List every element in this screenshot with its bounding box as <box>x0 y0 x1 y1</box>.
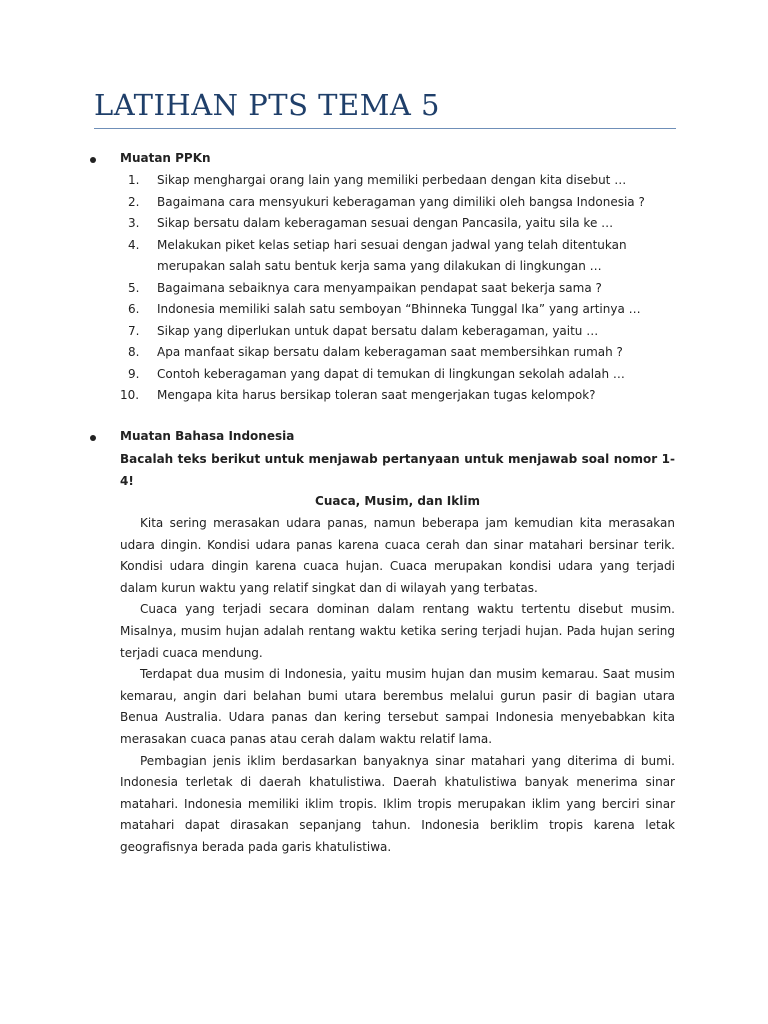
question-item <box>120 192 680 214</box>
reading-paragraph: Cuaca yang terjadi secara dominan dalam rentang waktu tertentu disebut musim. Misalnya, musim hujan adalah rentang waktu ketika sering terjadi hujan. Pada hujan sering terjadi cuaca mendung. <box>120 602 675 660</box>
bullet-icon <box>90 157 96 163</box>
section-heading-ppkn: Muatan PPKn <box>120 151 211 165</box>
title-underline <box>94 128 676 129</box>
question-number: 4. <box>128 237 140 252</box>
question-item <box>120 170 680 192</box>
question-number: 6. <box>128 302 140 316</box>
question-number: 2. <box>128 194 140 209</box>
reading-passage <box>120 513 675 859</box>
question-text: Bagaimana cara mensyukuri keberagaman yang dimiliki oleh bangsa Indonesia ? <box>157 194 645 209</box>
question-number: 1. <box>128 173 140 187</box>
question-number: 8. <box>128 345 140 359</box>
reading-instruction: Bacalah teks berikut untuk menjawab pertanyaan untuk menjawab soal nomor 1-4! <box>120 452 675 488</box>
page-title: LATIHAN PTS TEMA 5 <box>94 88 440 122</box>
question-number: 5. <box>128 280 140 295</box>
question-text: Indonesia memiliki salah satu semboyan “Bhinneka Tunggal Ika” yang artinya … <box>157 302 641 316</box>
question-item <box>120 299 680 321</box>
question-text: Apa manfaat sikap bersatu dalam keberagaman saat membersihkan rumah ? <box>157 345 623 359</box>
question-item <box>120 213 680 235</box>
question-item <box>120 278 680 300</box>
reading-title: Cuaca, Musim, dan Iklim <box>315 494 480 508</box>
question-text: Sikap menghargai orang lain yang memiliki perbedaan dengan kita disebut … <box>157 173 627 187</box>
reading-paragraph: Kita sering merasakan udara panas, namun beberapa jam kemudian kita merasakan udara dingin. Kondisi udara panas karena cuaca cerah dan sinar matahari bersinar terik. Kondisi udara dingin karena cuaca hujan. Cuaca merupakan kondisi udara yang terjadi dalam kurun waktu yang relatif singkat dan di wilayah yang terbatas. <box>120 516 675 595</box>
question-text: Mengapa kita harus bersikap toleran saat mengerjakan tugas kelompok? <box>157 388 596 402</box>
question-item <box>120 235 680 278</box>
question-item <box>120 342 680 364</box>
section-heading-bahasa-indonesia: Muatan Bahasa Indonesia <box>120 429 295 443</box>
bullet-icon <box>90 435 96 441</box>
question-number: 7. <box>128 323 140 338</box>
question-text: Sikap bersatu dalam keberagaman sesuai dengan Pancasila, yaitu sila ke … <box>157 216 614 230</box>
question-number: 9. <box>128 366 140 381</box>
question-text: Sikap yang diperlukan untuk dapat bersatu dalam keberagaman, yaitu … <box>157 323 599 338</box>
reading-paragraph: Terdapat dua musim di Indonesia, yaitu musim hujan dan musim kemarau. Saat musim kemarau, angin dari belahan bumi utara berembus melalui gurun pasir di bagian utara Benua Australia. Udara panas dan kering tersebut sampai Indonesia menyebabkan kita merasakan cuaca panas atau cerah dalam waktu relatif lama. <box>120 667 675 746</box>
question-number: 3. <box>128 216 140 230</box>
question-item <box>120 364 680 386</box>
reading-paragraph: Pembagian jenis iklim berdasarkan banyaknya sinar matahari yang diterima di bumi. Indonesia terletak di daerah khatulistiwa. Daerah khatulistiwa banyak menerima sinar matahari. Indonesia memiliki iklim tropis. Iklim tropis merupakan iklim yang berciri sinar matahari dapat dirasakan sepanjang tahun. Indonesia beriklim tropis karena letak geografisnya berada pada garis khatulistiwa. <box>120 753 675 854</box>
question-text: Contoh keberagaman yang dapat di temukan di lingkungan sekolah adalah … <box>157 366 625 381</box>
question-item <box>120 321 680 343</box>
question-text: Melakukan piket kelas setiap hari sesuai dengan jadwal yang telah ditentukan merupakan salah satu bentuk kerja sama yang dilakukan di lingkungan … <box>157 237 627 273</box>
question-number: 10. <box>120 388 140 402</box>
question-item <box>120 385 680 407</box>
question-text: Bagaimana sebaiknya cara menyampaikan pendapat saat bekerja sama ? <box>157 280 602 295</box>
question-list-ppkn <box>120 170 680 407</box>
